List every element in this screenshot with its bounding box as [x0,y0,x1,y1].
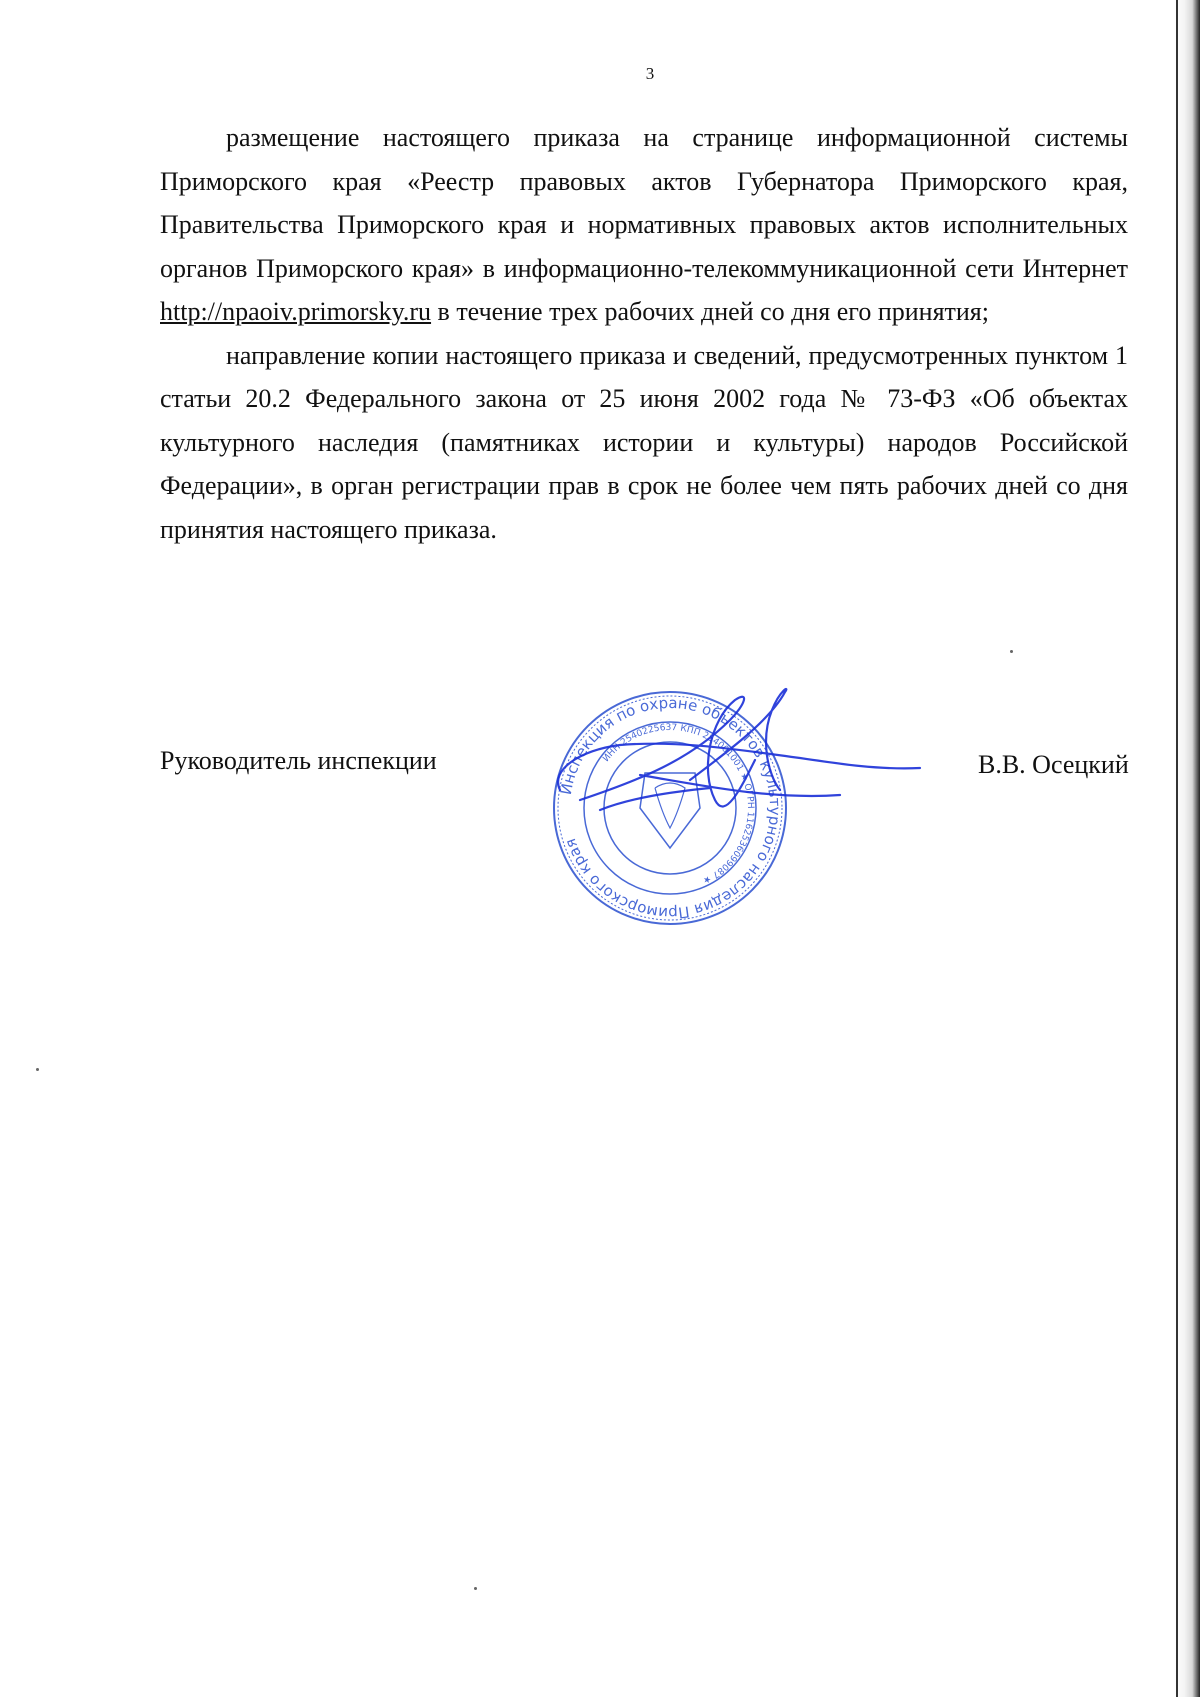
signatory-name: В.В. Осецкий [978,750,1129,779]
page-number: 3 [645,64,655,83]
paragraph-publication [160,116,1128,334]
signatory-position: Руководитель инспекции [160,746,437,775]
scan-speck [474,1587,477,1590]
paragraph-publication-text: размещение настоящего приказа на странице информационной системы Приморского края «Реестр правовых актов Губернатора Приморского края, Правительства Приморского края и нормативных правовых актов исполнительных органов Приморского края» в информационно-телекоммуникационной сети Интернет [160,123,1128,283]
paragraph-publication-tail: в течение трех рабочих дней со дня его принятия; [431,297,989,326]
handwritten-signature-icon [540,680,940,860]
paragraph-copy-direction: направление копии настоящего приказа и сведений, предусмотренных пунктом 1 статьи 20.2 Федерального закона от 25 июня 2002 года № 73-ФЗ «Об объектах культурного наследия (памятниках истории и культуры) народов Российской Федерации», в орган регистрации прав в срок не более чем пять рабочих дней со дня принятия настоящего приказа. [160,340,1128,544]
scan-speck [36,1068,39,1071]
svg-text:Инспекция по охране объектов к: Инспекция по охране объектов культурного наследия Приморского края [556,693,785,923]
document-body [160,116,1128,551]
svg-text:ИНН 2540225637 КПП 254001001 ★: ИНН 2540225637 КПП 254001001 ★ ОГРН 1162536099087 ★ [601,722,756,886]
scan-speck [1010,650,1013,653]
scan-edge-line [1176,0,1178,1697]
registry-link[interactable]: http://npaoiv.primorsky.ru [160,297,432,326]
